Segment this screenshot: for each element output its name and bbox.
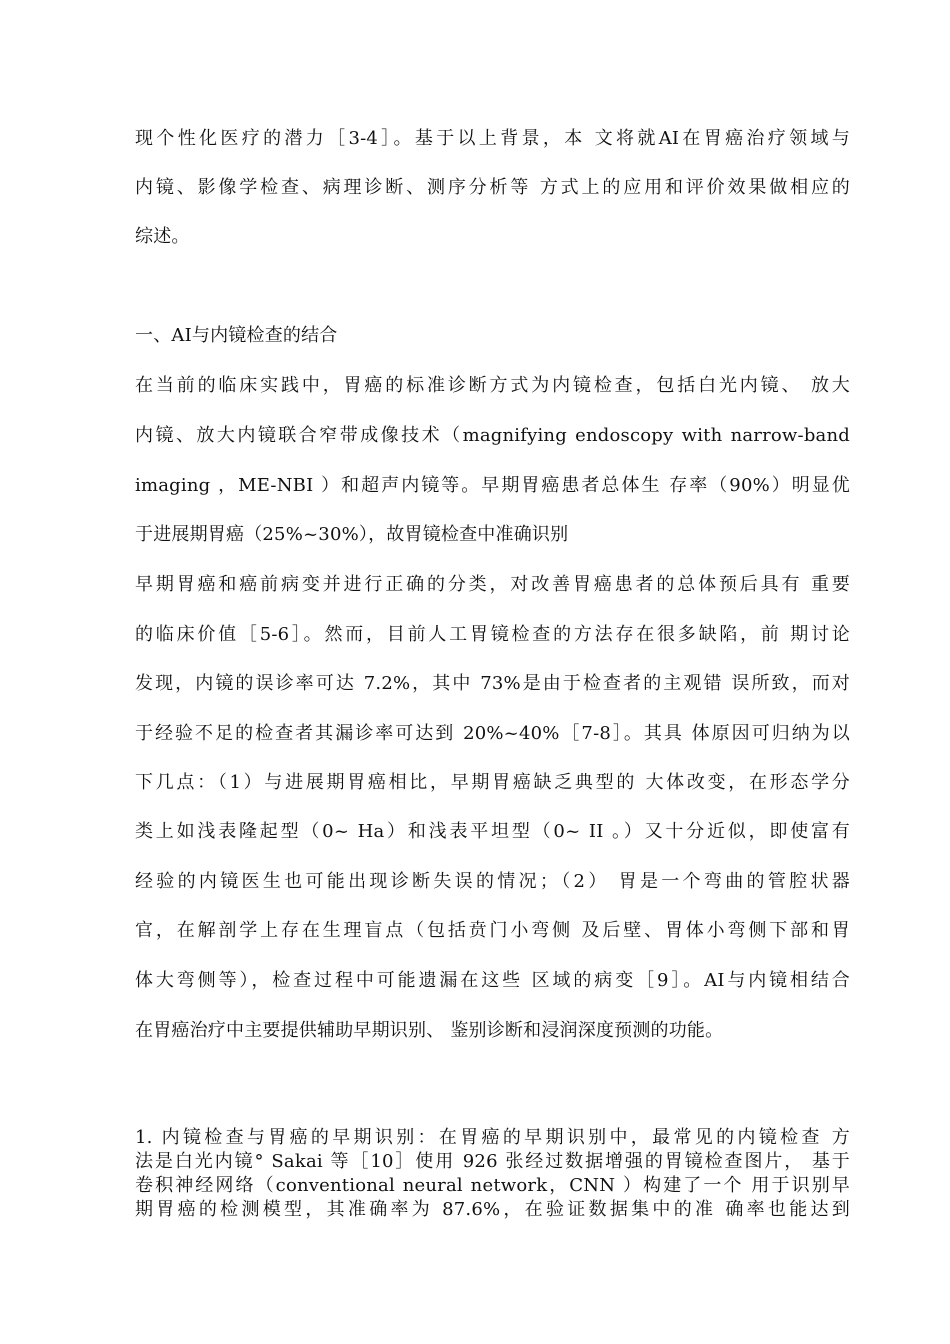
para2-line-9: 体大弯侧等），检查过程中可能遗漏在这些 区域的病变［9］。AI与内镜相结合 — [135, 970, 850, 991]
subsection1-line-1: 1. 内镜检查与胃癌的早期识别：在胃癌的早期识别中，最常见的内镜检查 方 — [135, 1127, 850, 1148]
para1-line-3: imaging ，ME-NBI ）和超声内镜等。早期胃癌患者总体生 存率（90%）明显优 — [135, 475, 850, 496]
para2-line-3: 发现，内镜的误诊率可达 7.2%，其中 73%是由于检查者的主观错 误所致，而对 — [135, 673, 850, 694]
intro-line-3: 综述。 — [135, 226, 190, 247]
intro-line-1: 现个性化医疗的潜力［3-4］。基于以上背景，本 文将就AI在胃癌治疗领域与 — [135, 128, 850, 149]
para2-line-10: 在胃癌治疗中主要提供辅助早期识别、 鉴别诊断和浸润深度预测的功能。 — [135, 1020, 724, 1041]
subsection1-line-4: 期胃癌的检测模型，其准确率为 87.6%，在验证数据集中的准 确率也能达到 — [135, 1199, 850, 1220]
para2-line-5: 下几点：（1）与进展期胃癌相比，早期胃癌缺乏典型的 大体改变，在形态学分 — [135, 772, 850, 793]
subsection1-line-2: 法是白光内镜° Sakai 等［10］使用 926 张经过数据增强的胃镜检查图片， 基于 — [135, 1151, 850, 1172]
subsection1-line-3: 卷积神经网络（conventional neural network，CNN ）构建了一个 用于识别早 — [135, 1175, 850, 1196]
para1-line-1: 在当前的临床实践中，胃癌的标准诊断方式为内镜检查，包括白光内镜、 放大 — [135, 375, 850, 396]
para1-line-2: 内镜、放大内镜联合窄带成像技术（magnifying endoscopy with narrow-band — [135, 425, 850, 446]
intro-line-2: 内镜、影像学检查、病理诊断、测序分析等 方式上的应用和评价效果做相应的 — [135, 177, 850, 198]
para2-line-8: 官，在解剖学上存在生理盲点（包括贲门小弯侧 及后壁、胃体小弯侧下部和胃 — [135, 920, 850, 941]
para2-line-7: 经验的内镜医生也可能出现诊断失误的情况；（2） 胃是一个弯曲的管腔状器 — [135, 871, 850, 892]
para2-line-4: 于经验不足的检查者其漏诊率可达到 20%~40%［7-8］。其具 体原因可归纳为以 — [135, 723, 850, 744]
section-heading: 一、AI与内镜检查的结合 — [135, 325, 338, 346]
para2-line-1: 早期胃癌和癌前病变并进行正确的分类，对改善胃癌患者的总体预后具有 重要 — [135, 574, 850, 595]
para1-line-4: 于进展期胃癌（25%~30%），故胃镜检查中准确识别 — [135, 524, 569, 545]
para2-line-6: 类上如浅表隆起型（0~ Ha）和浅表平坦型（0~ II 。）又十分近似，即使富有 — [135, 821, 850, 842]
para2-line-2: 的临床价值［5-6］。然而，目前人工胃镜检查的方法存在很多缺陷，前 期讨论 — [135, 624, 850, 645]
